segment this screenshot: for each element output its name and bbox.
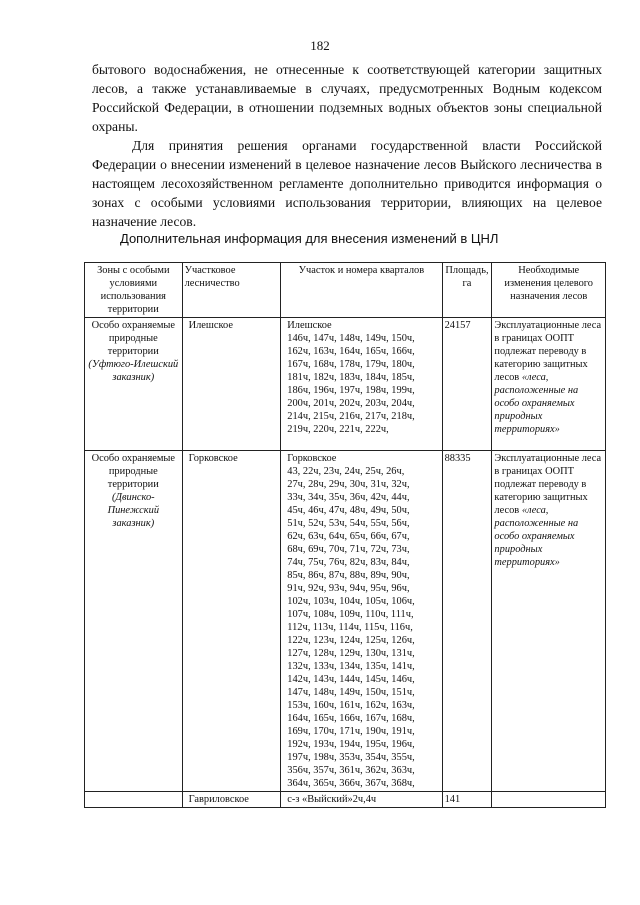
- zone-type: Особо охраняемые природные территории: [91, 453, 176, 490]
- change-text: Эксплуатационные леса в границах ООПТ подлежат переводу в категорию защитных лесов: [494, 320, 602, 383]
- district-name: Гавриловское: [188, 794, 249, 805]
- district-name: Горковское: [188, 453, 238, 464]
- quarters-line: 162ч, 163ч, 164ч, 165ч, 166ч,: [287, 346, 415, 357]
- header-district: Участковое лесничество: [182, 263, 281, 318]
- area-value: 24157: [444, 320, 471, 331]
- header-area: Площадь, га: [442, 263, 492, 318]
- quarters-line: 169ч, 170ч, 171ч, 190ч, 191ч,: [287, 726, 415, 737]
- quarters-line: 62ч, 63ч, 64ч, 65ч, 66ч, 67ч,: [287, 531, 410, 542]
- zone-cell: [85, 318, 183, 451]
- quarters-line: 132ч, 133ч, 134ч, 135ч, 141ч,: [287, 661, 415, 672]
- quarters-line: 107ч, 108ч, 109ч, 110ч, 111ч,: [287, 609, 414, 620]
- quarters-cell: [281, 451, 442, 792]
- quarters-line: 147ч, 148ч, 149ч, 150ч, 151ч,: [287, 687, 415, 698]
- header-quarters: Участок и номера кварталов: [281, 263, 442, 318]
- quarters-line: 127ч, 128ч, 129ч, 130ч, 131ч,: [287, 648, 415, 659]
- zone-cell: [85, 451, 183, 792]
- header-change: Необходимые изменения целевого назначения лесов: [492, 263, 606, 318]
- zone-name: (Двинско-Пинежский заказник): [107, 492, 160, 529]
- district-cell: [182, 451, 281, 792]
- quarters-line: 112ч, 113ч, 114ч, 115ч, 116ч,: [287, 622, 413, 633]
- table-header-row: [85, 263, 606, 318]
- quarters-line: 197ч, 198ч, 353ч, 354ч, 355ч,: [287, 752, 415, 763]
- quarters-line: 200ч, 201ч, 202ч, 203ч, 204ч,: [287, 398, 415, 409]
- table-caption: Дополнительная информация для внесения изменений в ЦНЛ: [120, 231, 499, 246]
- quarters-line: 356ч, 357ч, 361ч, 362ч, 363ч,: [287, 765, 415, 776]
- table-row: [85, 792, 606, 808]
- quarters-line: 85ч, 86ч, 87ч, 88ч, 89ч, 90ч,: [287, 570, 410, 581]
- area-cell: [442, 451, 492, 792]
- zone-type: Особо охраняемые природные территории: [91, 320, 176, 357]
- quarters-line: 219ч, 220ч, 221ч, 222ч,: [287, 424, 389, 435]
- site-name: Горковское: [287, 453, 337, 464]
- quarters-line: 27ч, 28ч, 29ч, 30ч, 31ч, 32ч,: [287, 479, 410, 490]
- intro-text: [92, 60, 602, 231]
- quarters-line: 364ч, 365ч, 366ч, 367ч, 368ч,: [287, 778, 415, 789]
- site-name: с-з «Выйский»2ч,4ч: [287, 794, 377, 805]
- table-row: [85, 318, 606, 451]
- quarters-line: 142ч, 143ч, 144ч, 145ч, 146ч,: [287, 674, 415, 685]
- quarters-line: 122ч, 123ч, 124ч, 125ч, 126ч,: [287, 635, 415, 646]
- quarters-line: 186ч, 196ч, 197ч, 198ч, 199ч,: [287, 385, 415, 396]
- area-value: 141: [444, 794, 461, 805]
- quarters-line: 167ч, 168ч, 178ч, 179ч, 180ч,: [287, 359, 415, 370]
- zone-cell: [85, 792, 183, 808]
- paragraph: Для принятия решения органами государственной власти Российской Федерации о внесении изменений в целевое назначение лесов Выйского лесничества в настоящем лесохозяйственном регламенте дополнительно приводится информация о зонах с особыми условиями использования территории, влияющих на целевое назначение лесов.: [92, 138, 602, 229]
- quarters-cell: [281, 318, 442, 451]
- quarters-line: 146ч, 147ч, 148ч, 149ч, 150ч,: [287, 333, 415, 344]
- area-cell: [442, 318, 492, 451]
- area-cell: [442, 792, 492, 808]
- quarters-line: 74ч, 75ч, 76ч, 82ч, 83ч, 84ч,: [287, 557, 410, 568]
- table-row: [85, 451, 606, 792]
- quarters-line: 214ч, 215ч, 216ч, 217ч, 218ч,: [287, 411, 415, 422]
- quarters-spacer: [283, 436, 439, 449]
- change-category: «леса, расположенные на особо охраняемых природных территориях»: [494, 505, 579, 568]
- zone-name: (Уфтюго-Илешский заказник): [88, 359, 179, 383]
- change-cell: [492, 318, 606, 451]
- district-name: Илешское: [188, 320, 233, 331]
- quarters-line: 45ч, 46ч, 47ч, 48ч, 49ч, 50ч,: [287, 505, 410, 516]
- change-cell: [492, 451, 606, 792]
- quarters-line: 43, 22ч, 23ч, 24ч, 25ч, 26ч,: [287, 466, 405, 477]
- quarters-line: 164ч, 165ч, 166ч, 167ч, 168ч,: [287, 713, 415, 724]
- quarters-line: 102ч, 103ч, 104ч, 105ч, 106ч,: [287, 596, 415, 607]
- quarters-line: 68ч, 69ч, 70ч, 71ч, 72ч, 73ч,: [287, 544, 410, 555]
- district-cell: [182, 792, 281, 808]
- quarters-line: 153ч, 160ч, 161ч, 162ч, 163ч,: [287, 700, 415, 711]
- quarters-cell: [281, 792, 442, 808]
- quarters-line: 192ч, 193ч, 194ч, 195ч, 196ч,: [287, 739, 415, 750]
- quarters-line: 181ч, 182ч, 183ч, 184ч, 185ч,: [287, 372, 415, 383]
- quarters-line: 91ч, 92ч, 93ч, 94ч, 95ч, 96ч,: [287, 583, 410, 594]
- quarters-line: 51ч, 52ч, 53ч, 54ч, 55ч, 56ч,: [287, 518, 410, 529]
- area-value: 88335: [444, 453, 471, 464]
- header-zones: Зоны с особыми условиями использования территории: [85, 263, 183, 318]
- cnl-table: [84, 262, 606, 808]
- change-cell: [492, 792, 606, 808]
- paragraph: бытового водоснабжения, не отнесенные к соответствующей категории защитных лесов, а также устанавливаемые в случаях, предусмотренных Водным кодексом Российской Федерации, в отношении подземных водных объектов зоны специальной охраны.: [92, 62, 602, 134]
- change-text: Эксплуатационные леса в границах ООПТ подлежат переводу в категорию защитных лесов: [494, 453, 602, 516]
- change-category: «леса, расположенные на особо охраняемых природных территориях»: [494, 372, 579, 435]
- district-cell: [182, 318, 281, 451]
- quarters-line: 33ч, 34ч, 35ч, 36ч, 42ч, 44ч,: [287, 492, 410, 503]
- page-number: 182: [310, 38, 330, 53]
- site-name: Илешское: [287, 320, 332, 331]
